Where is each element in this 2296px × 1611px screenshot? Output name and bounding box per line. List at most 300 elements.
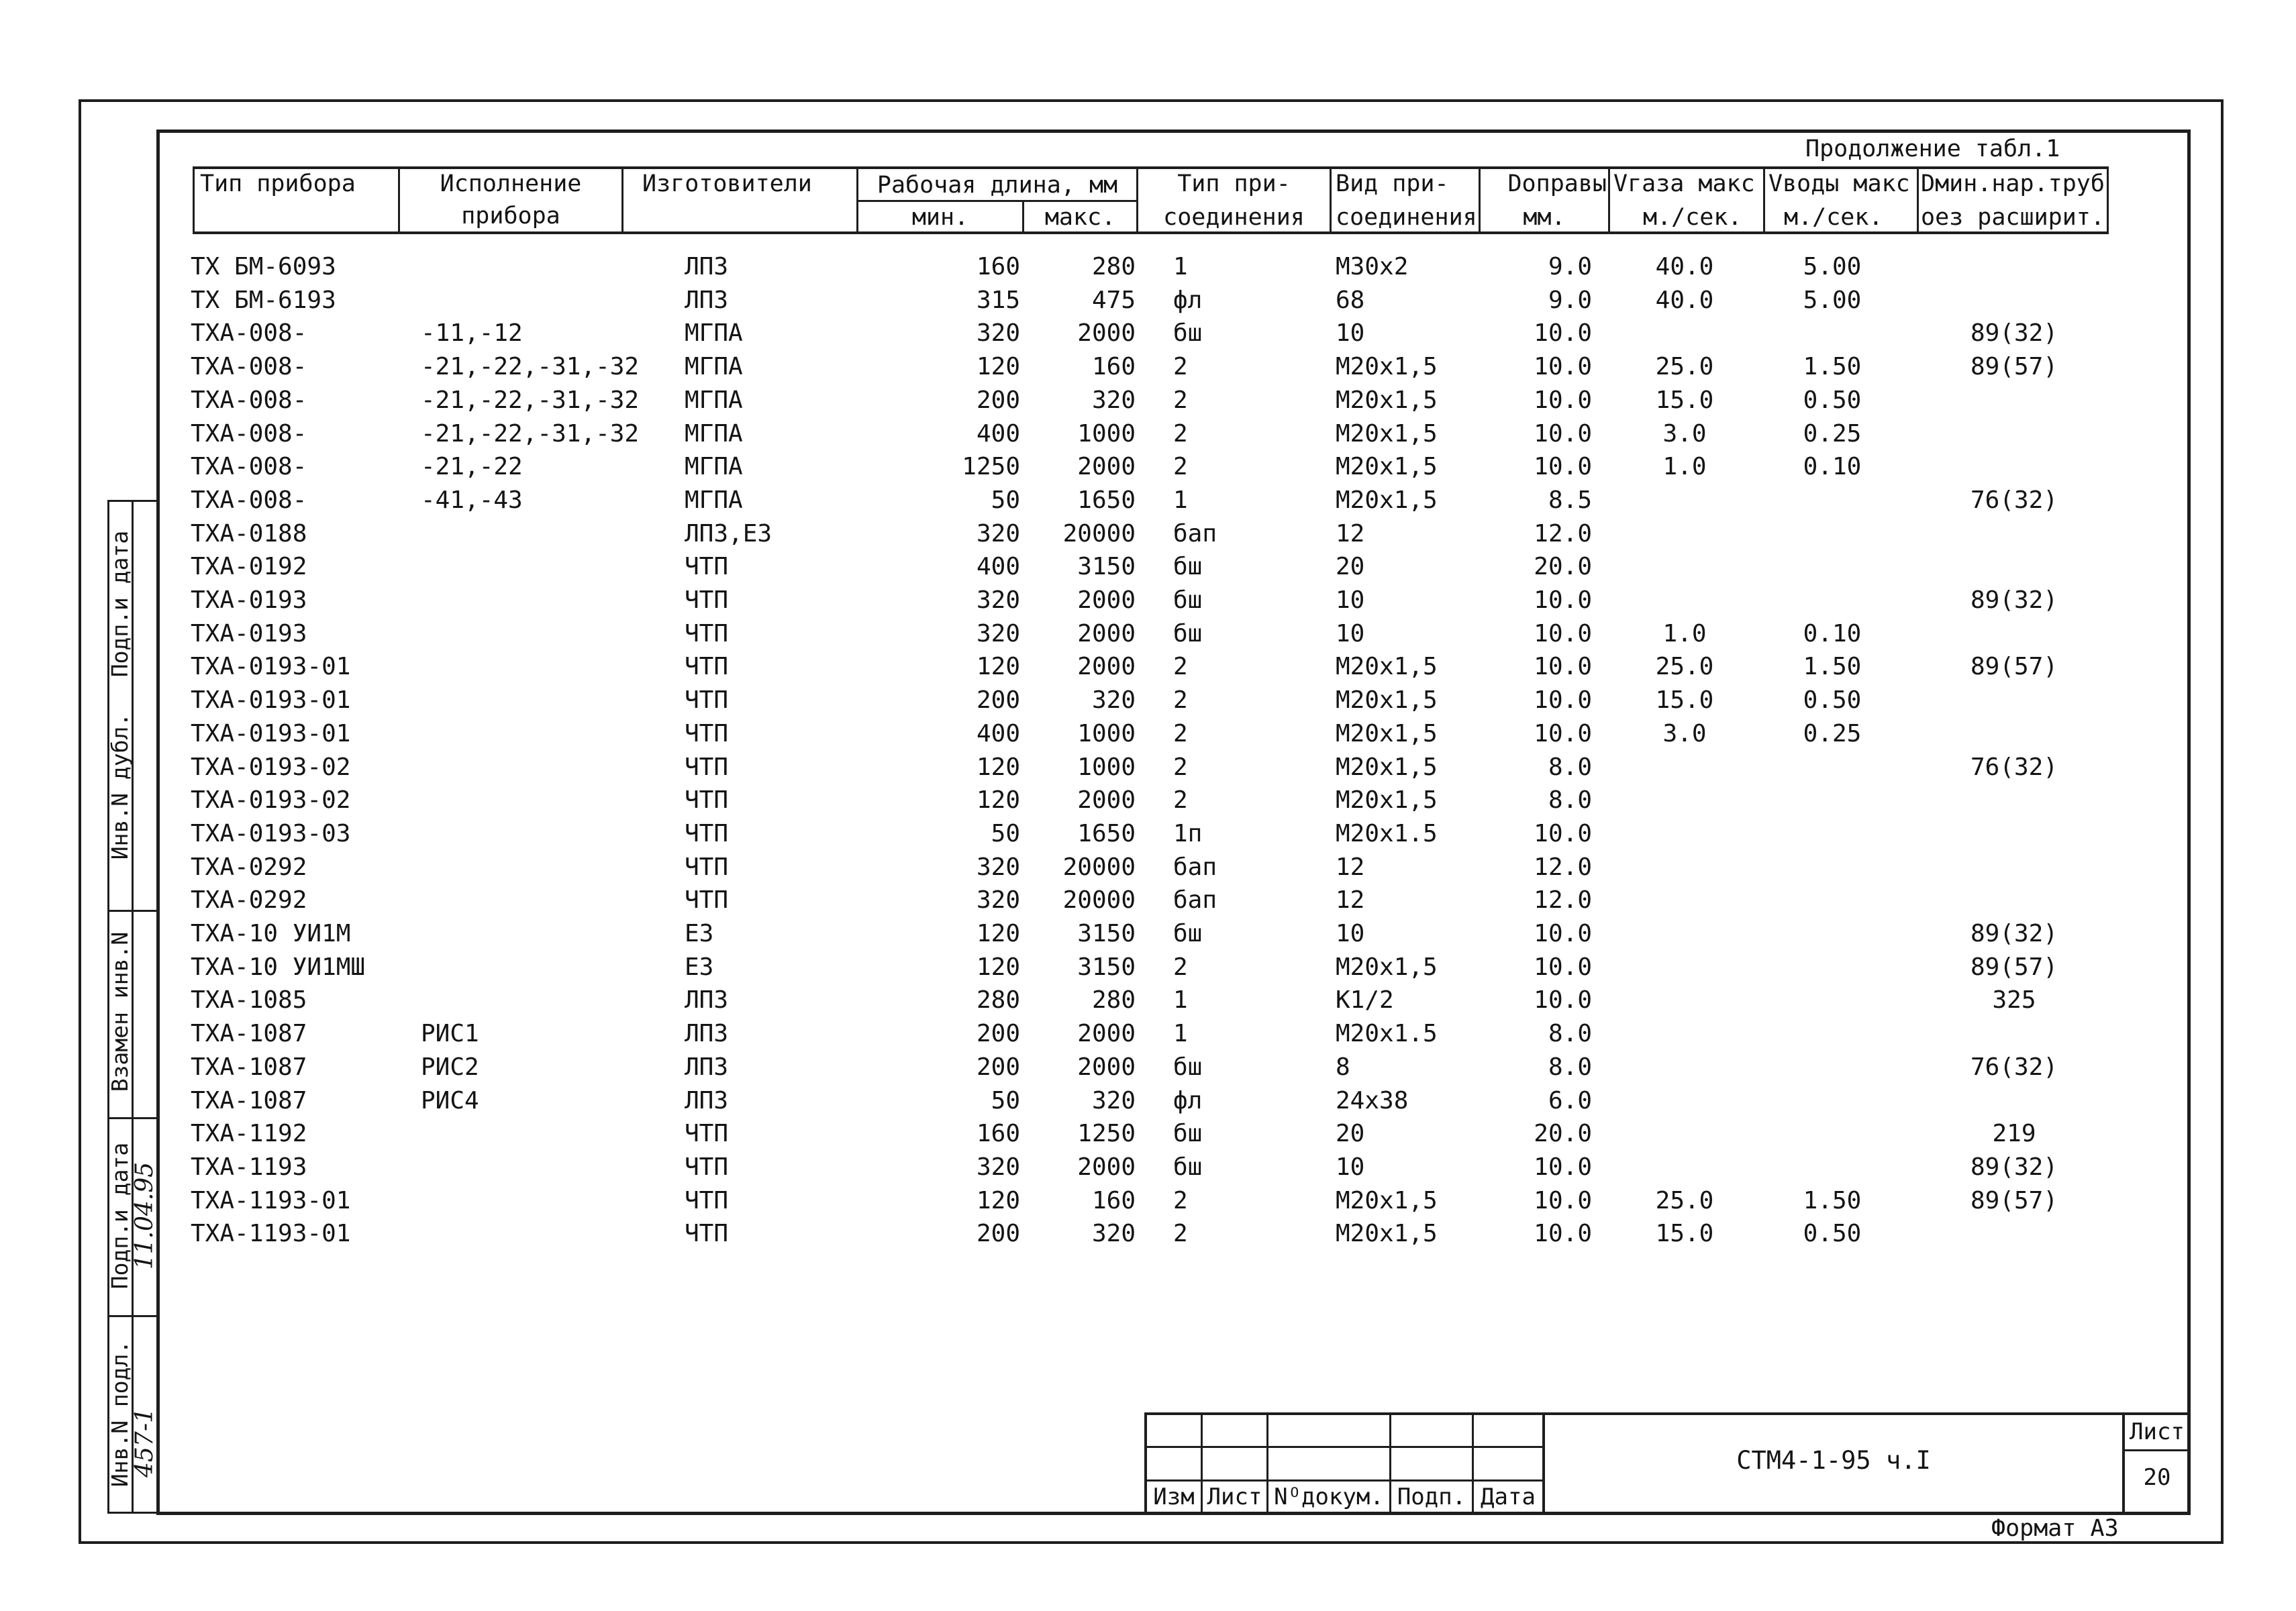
cell-dmin: 76(32): [1970, 753, 2058, 781]
outer-frame-top: [79, 99, 2224, 102]
cell-vvod: 5.00: [1803, 253, 1862, 280]
cell-conn-kind: 24х38: [1336, 1087, 1409, 1114]
cell-vvod: 0.10: [1803, 620, 1862, 647]
cell-type: ТХА-1085: [191, 986, 307, 1014]
cell-dopravy: 12.0: [1534, 886, 1592, 914]
cell-vgas: 3.0: [1662, 720, 1707, 747]
cell-type: ТХА-0193-02: [191, 753, 351, 781]
cell-dmin: 89(57): [1970, 653, 2058, 680]
cell-conn-kind: 10: [1336, 1153, 1365, 1181]
table-header-top: [193, 166, 2109, 169]
header-version-2: прибора: [461, 203, 560, 229]
cell-type: ТХА-1192: [191, 1120, 307, 1147]
cell-maker: ЛПЗ: [685, 287, 729, 314]
cell-len-min: 315: [976, 287, 1020, 314]
cell-len-max: 2000: [1077, 586, 1136, 614]
cell-version: РИС4: [421, 1087, 479, 1114]
cell-maker: ЧТП: [685, 820, 729, 847]
cell-conn-kind: 20: [1336, 553, 1365, 580]
cell-len-min: 50: [991, 1087, 1020, 1114]
cell-len-min: 280: [976, 986, 1020, 1014]
cell-vgas: 15.0: [1655, 686, 1714, 714]
header-divider: [193, 166, 195, 234]
cell-len-min: 320: [976, 319, 1020, 347]
cell-maker: ЧТП: [685, 586, 729, 614]
header-vvod: Vводы макс: [1768, 170, 1910, 197]
cell-type: ТХА-008-: [191, 386, 307, 414]
cell-vvod: 0.50: [1803, 386, 1862, 414]
cell-conn-type: 2: [1173, 1187, 1188, 1214]
cell-dopravy: 10.0: [1534, 453, 1592, 480]
cell-vvod: 0.25: [1803, 420, 1862, 448]
header-vgas-2: м./сек.: [1643, 204, 1742, 231]
cell-vvod: 5.00: [1803, 287, 1862, 314]
cell-conn-kind: М20х1,5: [1336, 1187, 1438, 1214]
cell-maker: ЧТП: [685, 653, 729, 680]
cell-conn-kind: М20х1,5: [1336, 1220, 1438, 1247]
header-dopravy: Dоправы: [1507, 170, 1607, 197]
side-label-podp-data: Подп.и дата: [107, 1142, 133, 1290]
cell-conn-type: 2: [1173, 686, 1188, 714]
cell-dmin: 89(32): [1970, 920, 2058, 947]
header-divider: [621, 166, 623, 234]
header-vgas: Vгаза макс: [1613, 170, 1755, 197]
cell-conn-kind: 10: [1336, 319, 1365, 347]
cell-type: ТХА-008-: [191, 353, 307, 380]
cell-type: ТХА-0193-02: [191, 786, 351, 814]
cell-version: -11,-12: [421, 319, 523, 347]
cell-maker: ЧТП: [685, 553, 729, 580]
cell-conn-type: фл: [1173, 287, 1203, 314]
cell-conn-kind: М20х1,5: [1336, 486, 1438, 514]
cell-conn-type: 2: [1173, 386, 1188, 414]
cell-dmin: 89(32): [1970, 1153, 2058, 1181]
cell-len-max: 160: [1091, 353, 1136, 380]
cell-len-min: 320: [976, 520, 1020, 548]
cell-conn-type: 1п: [1173, 820, 1203, 847]
cell-len-min: 1250: [962, 453, 1020, 480]
header-divider: [1608, 166, 1610, 234]
cell-maker: ЛПЗ: [685, 986, 729, 1014]
cell-len-min: 120: [976, 920, 1020, 947]
outer-frame-bottom: [79, 1541, 2224, 1544]
side-label-inv-dubl: Инв.N дубл.: [107, 713, 133, 860]
sheet-label: Лист: [2130, 1418, 2185, 1445]
cell-dopravy: 10.0: [1534, 686, 1592, 714]
cell-maker: ЧТП: [685, 1220, 729, 1247]
cell-len-min: 50: [991, 486, 1020, 514]
cell-len-max: 160: [1091, 1187, 1136, 1214]
cell-conn-kind: 12: [1336, 520, 1365, 548]
cell-dmin: 76(32): [1970, 1053, 2058, 1081]
cell-dmin: 325: [1992, 986, 2036, 1014]
cell-conn-type: 2: [1173, 653, 1188, 680]
stamp-ndokum: Nᴼдокум.: [1274, 1484, 1384, 1510]
cell-conn-kind: М20х1,5: [1336, 420, 1438, 448]
outer-frame-right: [2221, 99, 2224, 1544]
cell-conn-kind: 20: [1336, 1120, 1365, 1147]
header-length-min: мин.: [911, 204, 969, 231]
cell-conn-kind: М20х1.5: [1336, 820, 1438, 847]
cell-len-min: 200: [976, 1220, 1020, 1247]
cell-len-min: 120: [976, 753, 1020, 781]
cell-dopravy: 8.5: [1548, 486, 1592, 514]
cell-vgas: 40.0: [1655, 253, 1714, 280]
cell-maker: ЛПЗ: [685, 1053, 729, 1081]
cell-maker: ЧТП: [685, 753, 729, 781]
cell-conn-type: фл: [1173, 1087, 1203, 1114]
cell-len-min: 120: [976, 653, 1020, 680]
cell-conn-type: 2: [1173, 353, 1188, 380]
cell-conn-kind: 68: [1336, 287, 1365, 314]
continuation-label: Продолжение табл.1: [1805, 136, 2060, 162]
cell-vgas: 1.0: [1662, 453, 1707, 480]
cell-len-max: 1650: [1077, 486, 1136, 514]
cell-len-min: 120: [976, 786, 1020, 814]
cell-type: ТХА-1087: [191, 1053, 307, 1081]
cell-type: ТХА-0193: [191, 586, 307, 614]
cell-maker: ЛПЗ: [685, 1087, 729, 1114]
cell-dopravy: 10.0: [1534, 586, 1592, 614]
cell-len-max: 475: [1091, 287, 1136, 314]
header-conn-kind: Вид при-: [1336, 170, 1449, 197]
cell-conn-kind: М20х1,5: [1336, 453, 1438, 480]
cell-conn-kind: М20х1,5: [1336, 786, 1438, 814]
cell-maker: МГПА: [685, 386, 743, 414]
cell-conn-type: бап: [1173, 853, 1217, 881]
cell-maker: МГПА: [685, 319, 743, 347]
cell-dopravy: 9.0: [1548, 287, 1592, 314]
cell-version: РИС1: [421, 1020, 479, 1047]
cell-len-max: 2000: [1077, 653, 1136, 680]
cell-len-min: 160: [976, 1120, 1020, 1147]
cell-dmin: 76(32): [1970, 486, 2058, 514]
cell-conn-kind: М20х1,5: [1336, 653, 1438, 680]
cell-len-max: 320: [1091, 386, 1136, 414]
header-length: Рабочая длина, мм: [877, 172, 1118, 199]
cell-conn-type: 2: [1173, 1220, 1188, 1247]
cell-maker: ЧТП: [685, 1187, 729, 1214]
cell-vgas: 15.0: [1655, 1220, 1714, 1247]
cell-dopravy: 8.0: [1548, 753, 1592, 781]
cell-conn-type: бап: [1173, 520, 1217, 548]
cell-len-max: 20000: [1062, 886, 1136, 914]
cell-maker: МГПА: [685, 453, 743, 480]
cell-dmin: 89(57): [1970, 1187, 2058, 1214]
cell-maker: МГПА: [685, 420, 743, 448]
cell-version: -21,-22,-31,-32: [421, 353, 640, 380]
cell-dopravy: 10.0: [1534, 1220, 1592, 1247]
inner-frame-left: [156, 129, 160, 1515]
header-dopravy-2: мм.: [1523, 204, 1566, 231]
cell-conn-kind: М20х1,5: [1336, 953, 1438, 981]
cell-len-max: 2000: [1077, 1153, 1136, 1181]
header-type: Тип прибора: [200, 170, 356, 197]
cell-len-min: 320: [976, 853, 1020, 881]
cell-len-min: 200: [976, 1020, 1020, 1047]
header-version: Исполнение: [440, 170, 582, 197]
cell-dopravy: 10.0: [1534, 820, 1592, 847]
cell-conn-type: 2: [1173, 953, 1188, 981]
cell-type: ТХА-0193-01: [191, 653, 351, 680]
cell-type: ТХА-0188: [191, 520, 307, 548]
cell-type: ТХА-0192: [191, 553, 307, 580]
cell-dopravy: 10.0: [1534, 1153, 1592, 1181]
cell-conn-kind: М20х1,5: [1336, 686, 1438, 714]
inner-frame-right: [2187, 129, 2191, 1515]
side-label-podp-data-top: Подп.и дата: [107, 530, 133, 678]
cell-vgas: 1.0: [1662, 620, 1707, 647]
cell-len-min: 400: [976, 420, 1020, 448]
cell-maker: ЕЗ: [685, 920, 714, 947]
cell-type: ТХА-0193-01: [191, 686, 351, 714]
cell-len-max: 320: [1091, 686, 1136, 714]
header-dmin: Dмин.нар.труб: [1921, 170, 2105, 197]
cell-type: ТХА-10 УИ1М: [191, 920, 351, 947]
cell-type: ТХ БМ-6093: [191, 253, 336, 280]
cell-vvod: 0.25: [1803, 720, 1862, 747]
cell-dopravy: 10.0: [1534, 653, 1592, 680]
cell-len-min: 120: [976, 1187, 1020, 1214]
cell-dmin: 89(32): [1970, 319, 2058, 347]
cell-conn-type: бап: [1173, 886, 1217, 914]
stamp-izm: Изм: [1153, 1484, 1195, 1510]
cell-version: -41,-43: [421, 486, 523, 514]
side-label-inv-podl: Инв.N подл.: [107, 1340, 133, 1488]
cell-conn-type: 2: [1173, 720, 1188, 747]
sheet-number: 20: [2143, 1464, 2171, 1491]
cell-dopravy: 10.0: [1534, 386, 1592, 414]
cell-dopravy: 20.0: [1534, 1120, 1592, 1147]
cell-type: ТХА-008-: [191, 319, 307, 347]
cell-conn-kind: М30х2: [1336, 253, 1409, 280]
header-divider: [2107, 166, 2109, 234]
cell-type: ТХА-008-: [191, 420, 307, 448]
cell-type: ТХА-0193-01: [191, 720, 351, 747]
cell-dopravy: 10.0: [1534, 1187, 1592, 1214]
cell-dmin: 89(57): [1970, 953, 2058, 981]
header-maker: Изготовители: [642, 170, 812, 197]
cell-len-max: 2000: [1077, 1053, 1136, 1081]
cell-dopravy: 10.0: [1534, 620, 1592, 647]
header-conn-type-2: соединения: [1163, 204, 1305, 231]
cell-type: ТХА-0193: [191, 620, 307, 647]
cell-len-min: 50: [991, 820, 1020, 847]
cell-len-min: 400: [976, 720, 1020, 747]
cell-maker: ЛПЗ,ЕЗ: [685, 520, 772, 548]
cell-len-max: 3150: [1077, 553, 1136, 580]
cell-conn-kind: 10: [1336, 620, 1365, 647]
cell-len-max: 3150: [1077, 953, 1136, 981]
cell-dopravy: 10.0: [1534, 986, 1592, 1014]
cell-len-max: 3150: [1077, 920, 1136, 947]
cell-type: ТХА-008-: [191, 486, 307, 514]
header-length-max: макс.: [1044, 204, 1116, 231]
cell-maker: ЧТП: [685, 1120, 729, 1147]
table-header-bottom: [193, 231, 2109, 234]
cell-dopravy: 12.0: [1534, 853, 1592, 881]
cell-len-max: 280: [1091, 253, 1136, 280]
cell-dopravy: 10.0: [1534, 953, 1592, 981]
cell-vvod: 0.10: [1803, 453, 1862, 480]
cell-len-max: 320: [1091, 1087, 1136, 1114]
cell-len-max: 320: [1091, 1220, 1136, 1247]
header-conn-kind-2: соединения: [1336, 204, 1477, 231]
cell-dmin: 89(57): [1970, 353, 2058, 380]
cell-dopravy: 10.0: [1534, 353, 1592, 380]
cell-len-min: 320: [976, 886, 1020, 914]
cell-maker: ЧТП: [685, 853, 729, 881]
cell-dmin: 89(32): [1970, 586, 2058, 614]
cell-vgas: 40.0: [1655, 287, 1714, 314]
cell-maker: ЛПЗ: [685, 253, 729, 280]
outer-frame-left: [79, 99, 81, 1544]
cell-conn-type: 2: [1173, 453, 1188, 480]
cell-conn-kind: М20х1,5: [1336, 353, 1438, 380]
cell-type: ТХА-008-: [191, 453, 307, 480]
cell-len-max: 20000: [1062, 853, 1136, 881]
cell-vgas: 3.0: [1662, 420, 1707, 448]
cell-conn-type: 2: [1173, 420, 1188, 448]
cell-dopravy: 9.0: [1548, 253, 1592, 280]
cell-dopravy: 10.0: [1534, 420, 1592, 448]
cell-maker: МГПА: [685, 353, 743, 380]
cell-dopravy: 6.0: [1548, 1087, 1592, 1114]
cell-len-max: 1250: [1077, 1120, 1136, 1147]
cell-conn-kind: 12: [1336, 886, 1365, 914]
cell-maker: ЧТП: [685, 786, 729, 814]
cell-type: ТХА-1087: [191, 1087, 307, 1114]
cell-dopravy: 10.0: [1534, 720, 1592, 747]
cell-dmin: 219: [1992, 1120, 2036, 1147]
cell-vgas: 25.0: [1655, 353, 1714, 380]
cell-conn-type: 1: [1173, 253, 1188, 280]
cell-dopravy: 8.0: [1548, 1020, 1592, 1047]
cell-conn-type: бш: [1173, 553, 1203, 580]
cell-len-max: 1000: [1077, 420, 1136, 448]
cell-vvod: 1.50: [1803, 1187, 1862, 1214]
cell-conn-type: 2: [1173, 753, 1188, 781]
stamp-data: Дата: [1481, 1484, 1536, 1510]
table-header-mid: [856, 200, 1138, 202]
cell-conn-kind: М20х1,5: [1336, 720, 1438, 747]
cell-conn-kind: 8: [1336, 1053, 1350, 1081]
cell-version: -21,-22: [421, 453, 523, 480]
cell-type: ТХА-1193: [191, 1153, 307, 1181]
stamp-podp: Подп.: [1397, 1484, 1466, 1510]
header-dmin-2: оез расширит.: [1921, 204, 2105, 231]
cell-conn-type: 1: [1173, 486, 1188, 514]
stamp-list: Лист: [1207, 1484, 1262, 1510]
cell-conn-type: бш: [1173, 319, 1203, 347]
cell-type: ТХА-1193-01: [191, 1220, 351, 1247]
side-value-inv-podl: 457-1: [131, 1408, 158, 1477]
cell-len-max: 2000: [1077, 620, 1136, 647]
cell-version: -21,-22,-31,-32: [421, 420, 640, 448]
header-conn-type: Тип при-: [1177, 170, 1291, 197]
cell-len-min: 120: [976, 353, 1020, 380]
cell-version: -21,-22,-31,-32: [421, 386, 640, 414]
cell-len-max: 280: [1091, 986, 1136, 1014]
cell-len-max: 20000: [1062, 520, 1136, 548]
cell-vvod: 0.50: [1803, 686, 1862, 714]
cell-conn-type: бш: [1173, 1053, 1203, 1081]
cell-type: ТХА-10 УИ1МШ: [191, 953, 366, 981]
cell-type: ТХА-1087: [191, 1020, 307, 1047]
inner-frame-top: [156, 129, 2190, 133]
cell-vvod: 0.50: [1803, 1220, 1862, 1247]
cell-conn-kind: М20х1,5: [1336, 386, 1438, 414]
cell-conn-type: бш: [1173, 1153, 1203, 1181]
cell-len-max: 2000: [1077, 319, 1136, 347]
header-vvod-2: м./сек.: [1784, 204, 1883, 231]
cell-maker: МГПА: [685, 486, 743, 514]
cell-dopravy: 20.0: [1534, 553, 1592, 580]
cell-dopravy: 8.0: [1548, 1053, 1592, 1081]
cell-conn-type: 1: [1173, 1020, 1188, 1047]
cell-dopravy: 8.0: [1548, 786, 1592, 814]
cell-len-max: 2000: [1077, 786, 1136, 814]
cell-len-min: 200: [976, 1053, 1020, 1081]
cell-type: ТХ БМ-6193: [191, 287, 336, 314]
cell-conn-type: бш: [1173, 586, 1203, 614]
cell-version: РИС2: [421, 1053, 479, 1081]
cell-dopravy: 10.0: [1534, 920, 1592, 947]
cell-vgas: 25.0: [1655, 1187, 1714, 1214]
cell-len-min: 320: [976, 1153, 1020, 1181]
cell-len-min: 320: [976, 586, 1020, 614]
cell-len-max: 2000: [1077, 1020, 1136, 1047]
cell-conn-kind: К1/2: [1336, 986, 1394, 1014]
cell-vvod: 1.50: [1803, 353, 1862, 380]
cell-conn-type: 2: [1173, 786, 1188, 814]
cell-conn-type: бш: [1173, 920, 1203, 947]
cell-conn-kind: М20х1,5: [1336, 753, 1438, 781]
cell-conn-type: бш: [1173, 1120, 1203, 1147]
cell-maker: ЧТП: [685, 720, 729, 747]
cell-conn-type: бш: [1173, 620, 1203, 647]
cell-len-min: 160: [976, 253, 1020, 280]
cell-conn-kind: М20х1.5: [1336, 1020, 1438, 1047]
cell-len-max: 1650: [1077, 820, 1136, 847]
cell-maker: ЧТП: [685, 886, 729, 914]
side-value-date: 11.04.95: [131, 1161, 158, 1270]
side-label-vzam: Взамен инв.N: [107, 931, 133, 1092]
cell-len-min: 200: [976, 686, 1020, 714]
inner-frame-bottom: [156, 1512, 2190, 1515]
cell-len-min: 320: [976, 620, 1020, 647]
cell-dopravy: 10.0: [1534, 319, 1592, 347]
cell-conn-type: 1: [1173, 986, 1188, 1014]
cell-type: ТХА-1193-01: [191, 1187, 351, 1214]
cell-len-max: 2000: [1077, 453, 1136, 480]
cell-conn-kind: 10: [1336, 586, 1365, 614]
cell-type: ТХА-0292: [191, 853, 307, 881]
header-divider: [1330, 166, 1332, 234]
cell-len-min: 200: [976, 386, 1020, 414]
cell-maker: ЧТП: [685, 1153, 729, 1181]
cell-len-min: 400: [976, 553, 1020, 580]
cell-dopravy: 12.0: [1534, 520, 1592, 548]
cell-len-max: 1000: [1077, 720, 1136, 747]
cell-type: ТХА-0193-03: [191, 820, 351, 847]
cell-vgas: 25.0: [1655, 653, 1714, 680]
cell-vvod: 1.50: [1803, 653, 1862, 680]
cell-conn-kind: 10: [1336, 920, 1365, 947]
header-divider: [1763, 166, 1765, 234]
format-label: Формат А3: [1991, 1515, 2119, 1542]
cell-len-min: 120: [976, 953, 1020, 981]
